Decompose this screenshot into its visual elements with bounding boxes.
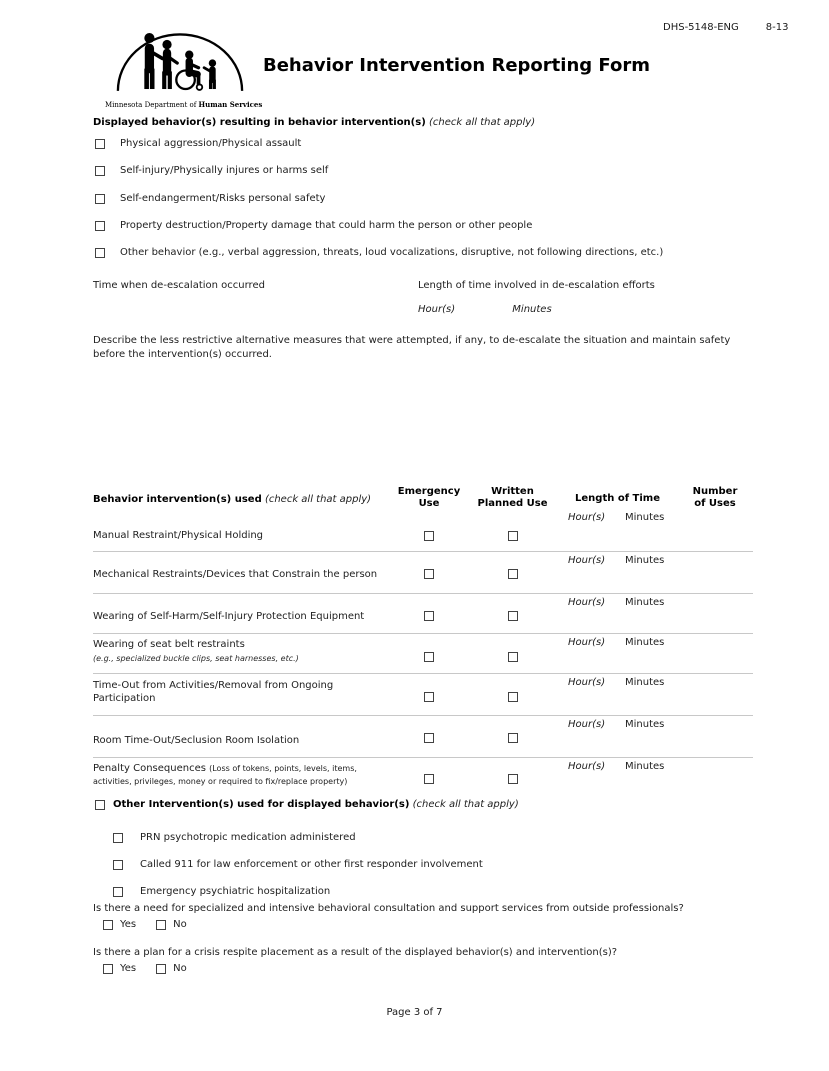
- deescalation-time-label: Time when de-escalation occurred: [93, 280, 265, 291]
- behavior-option: [95, 220, 532, 231]
- hours-label: Hour(s): [418, 304, 456, 315]
- yes-checkbox[interactable]: [103, 920, 113, 930]
- question-block: [93, 947, 617, 974]
- other-intervention-checkbox[interactable]: [113, 860, 123, 870]
- page-title: Behavior Intervention Reporting Form: [263, 55, 650, 76]
- other-intervention-checkbox[interactable]: [113, 887, 123, 897]
- emergency-use-checkbox[interactable]: [424, 531, 434, 541]
- minutes-label: Minutes: [625, 719, 665, 730]
- form-revision: 8-13: [765, 22, 789, 33]
- minutes-label: Minutes: [625, 677, 665, 688]
- hours-label: Hour(s): [568, 637, 606, 648]
- behavior-label: Physical aggression/Physical assault: [120, 138, 302, 149]
- interventions-table: [93, 485, 753, 797]
- minutes-label: Minutes: [625, 597, 665, 608]
- behavior-checkbox[interactable]: [95, 139, 105, 149]
- intervention-label-text: Wearing of Self-Harm/Self-Injury Protection Equipment: [93, 611, 365, 622]
- written-planned-use-cell: [470, 531, 555, 542]
- yes-checkbox[interactable]: [103, 964, 113, 974]
- other-interventions-checkbox[interactable]: [95, 800, 105, 810]
- deescalation-length-block: [418, 280, 655, 315]
- emergency-use-checkbox[interactable]: [424, 733, 434, 743]
- intervention-label-text: Room Time-Out/Seclusion Room Isolation: [93, 735, 300, 746]
- behavior-option: [95, 138, 301, 149]
- written-planned-use-cell: [470, 652, 555, 663]
- other-intervention-option: [113, 886, 330, 897]
- intervention-label-text: Penalty Consequences: [93, 763, 210, 774]
- emergency-use-cell: [388, 569, 470, 580]
- intervention-label-detail: (Loss of tokens, points, levels, items, activities, privileges, money or required to fix/replace property): [93, 764, 357, 786]
- describe-prompt: Describe the less restrictive alternative measures that were attempted, if any, to de-escalate the situation and maintain safety before the intervention(s) occurred.: [93, 335, 731, 360]
- emergency-use-cell: [388, 733, 470, 744]
- no-label: No: [173, 963, 187, 974]
- column-number-of-uses: Number of Uses: [692, 486, 738, 509]
- behavior-checkbox[interactable]: [95, 194, 105, 204]
- column-emergency-use: Emergency Use: [397, 486, 461, 509]
- displayed-behaviors-heading: Displayed behavior(s) resulting in behavior intervention(s) (check all that apply): [93, 117, 536, 128]
- question-block: [93, 903, 684, 930]
- behavior-label: Other behavior (e.g., verbal aggression, threats, loud vocalizations, disruptive, not following directions, etc.): [120, 247, 664, 258]
- intervention-label-text: Time-Out from Activities/Removal from Ongoing Participation: [93, 680, 334, 704]
- intervention-row: [93, 525, 753, 552]
- interventions-label-heading: Behavior intervention(s) used (check all that apply): [93, 494, 372, 505]
- hours-label: Hour(s): [568, 597, 606, 608]
- behavior-option: [95, 193, 325, 204]
- intervention-label: [93, 679, 393, 705]
- agency-logo: [105, 26, 263, 109]
- other-intervention-label: Emergency psychiatric hospitalization: [140, 886, 331, 897]
- behavior-option: [95, 165, 328, 176]
- form-meta: [663, 22, 788, 33]
- column-length-of-time: Length of Time: [575, 493, 660, 504]
- logo-caption: Minnesota Department of Human Services: [105, 100, 263, 109]
- question-text: Is there a plan for a crisis respite placement as a result of the displayed behavior(s) and intervention(s)?: [93, 947, 618, 958]
- hours-label: Hour(s): [568, 719, 606, 730]
- behavior-checkbox[interactable]: [95, 248, 105, 258]
- written-planned-use-checkbox[interactable]: [508, 652, 518, 662]
- written-planned-use-cell: [470, 692, 555, 703]
- minutes-label: Minutes: [625, 555, 665, 566]
- behavior-label: Self-injury/Physically injures or harms self: [120, 165, 329, 176]
- written-planned-use-cell: [470, 611, 555, 622]
- intervention-label-text: Manual Restraint/Physical Holding: [93, 530, 264, 541]
- intervention-label-text: Wearing of seat belt restraints: [93, 639, 245, 650]
- intervention-row: [93, 552, 753, 594]
- form-number: DHS-5148-ENG: [663, 22, 739, 33]
- written-planned-use-checkbox[interactable]: [508, 531, 518, 541]
- other-interventions-heading: Other Intervention(s) used for displayed behavior(s) (check all that apply): [95, 799, 519, 810]
- intervention-row: [93, 758, 753, 801]
- intervention-label-text: Mechanical Restraints/Devices that Constrain the person: [93, 569, 378, 580]
- hours-label: Hour(s): [568, 555, 606, 566]
- emergency-use-cell: [388, 531, 470, 542]
- intervention-label: [93, 762, 388, 788]
- other-intervention-label: PRN psychotropic medication administered: [140, 832, 356, 843]
- other-intervention-checkbox[interactable]: [113, 833, 123, 843]
- page-number: Page 3 of 7: [386, 1007, 443, 1018]
- minutes-label: Minutes: [625, 637, 665, 648]
- emergency-use-cell: [388, 611, 470, 622]
- written-planned-use-checkbox[interactable]: [508, 733, 518, 743]
- other-interventions-section: [93, 799, 753, 899]
- other-intervention-option: [113, 832, 356, 843]
- intervention-row: [93, 674, 753, 716]
- no-label: No: [173, 919, 187, 930]
- emergency-use-checkbox[interactable]: [424, 652, 434, 662]
- emergency-use-checkbox[interactable]: [424, 611, 434, 621]
- behavior-checkbox[interactable]: [95, 166, 105, 176]
- minutes-label: Minutes: [512, 304, 552, 315]
- intervention-sublabel: (e.g., specialized buckle clips, seat harnesses, etc.): [93, 654, 299, 663]
- behavior-option: [95, 247, 663, 258]
- interventions-table-header: [93, 485, 753, 525]
- emergency-use-checkbox[interactable]: [424, 569, 434, 579]
- minutes-label: Minutes: [625, 761, 665, 772]
- deescalation-section: [93, 280, 753, 325]
- emergency-use-cell: [388, 652, 470, 663]
- written-planned-use-checkbox[interactable]: [508, 692, 518, 702]
- other-intervention-label: Called 911 for law enforcement or other first responder involvement: [140, 859, 483, 870]
- emergency-use-checkbox[interactable]: [424, 774, 434, 784]
- intervention-row: [93, 594, 753, 634]
- emergency-use-cell: [388, 692, 470, 703]
- people-arch-logo-icon: [105, 26, 255, 102]
- emergency-use-cell: [388, 774, 470, 785]
- deescalation-length-label: Length of time involved in de-escalation efforts: [418, 280, 655, 291]
- no-checkbox[interactable]: [156, 964, 166, 974]
- yes-no-row: [103, 919, 684, 930]
- yes-no-row: [103, 963, 617, 974]
- emergency-use-checkbox[interactable]: [424, 692, 434, 702]
- written-planned-use-checkbox[interactable]: [508, 774, 518, 784]
- intervention-row: [93, 634, 753, 674]
- minutes-label: Minutes: [625, 512, 665, 523]
- written-planned-use-cell: [470, 774, 555, 785]
- no-checkbox[interactable]: [156, 920, 166, 930]
- behavior-checkbox[interactable]: [95, 221, 105, 231]
- written-planned-use-checkbox[interactable]: [508, 569, 518, 579]
- hours-label: Hour(s): [568, 677, 606, 688]
- question-text: Is there a need for specialized and intensive behavioral consultation and support services from outside professionals?: [93, 903, 684, 914]
- yes-label: Yes: [120, 919, 137, 930]
- behavior-label: Property destruction/Property damage that could harm the person or other people: [120, 220, 533, 231]
- written-planned-use-cell: [470, 569, 555, 580]
- written-planned-use-cell: [470, 733, 555, 744]
- yes-label: Yes: [120, 963, 137, 974]
- written-planned-use-checkbox[interactable]: [508, 611, 518, 621]
- hours-label: Hour(s): [568, 761, 606, 772]
- behavior-label: Self-endangerment/Risks personal safety: [120, 193, 326, 204]
- other-intervention-option: [113, 859, 483, 870]
- intervention-row: [93, 716, 753, 758]
- column-written-planned-use: Written Planned Use: [477, 486, 548, 509]
- hours-label: Hour(s): [568, 512, 606, 523]
- displayed-behaviors-section: [93, 117, 753, 277]
